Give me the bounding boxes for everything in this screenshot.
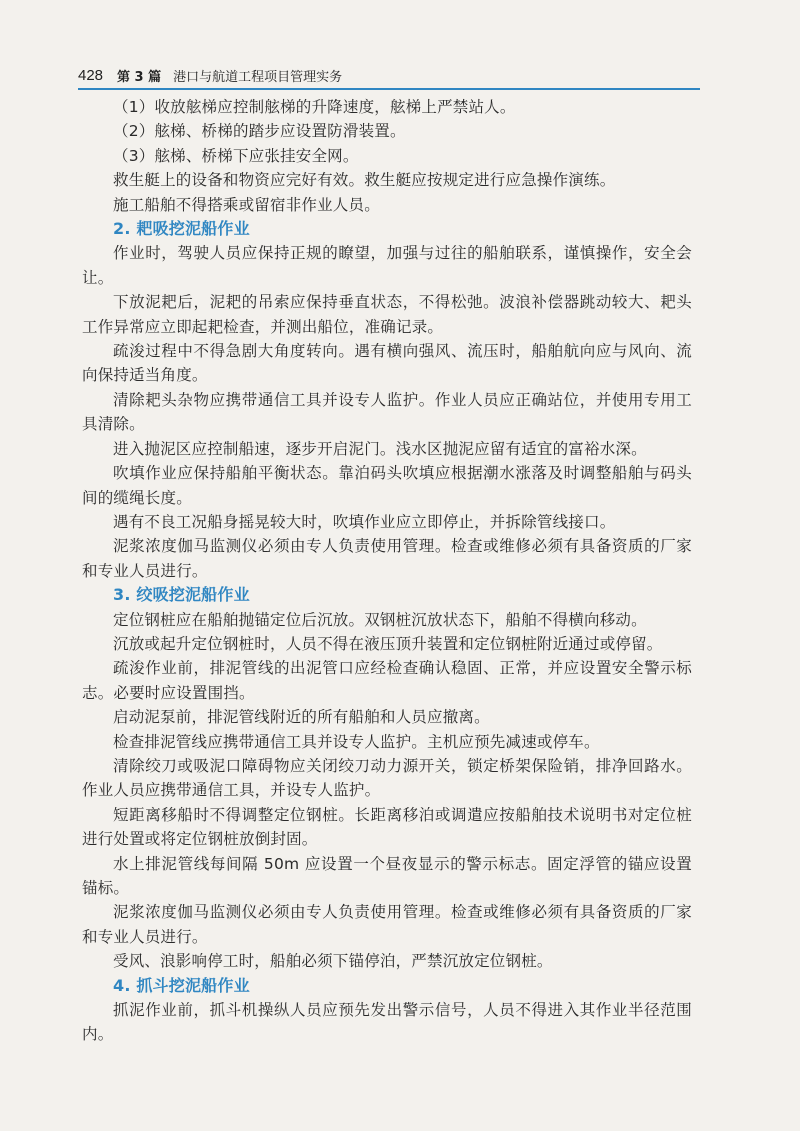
paragraph: 沉放或起升定位钢桩时，人员不得在液压顶升装置和定位钢桩附近通过或停留。 bbox=[113, 634, 663, 653]
list-item: （1）收放舷梯应控制舷梯的升降速度，舷梯上严禁站人。 bbox=[113, 98, 516, 116]
section-heading: 3. 绞吸挖泥船作业 bbox=[113, 585, 250, 605]
paragraph: 定位钢桩应在船舶抛锚定位后沉放。双钢桩沉放状态下，船舶不得横向移动。 bbox=[113, 610, 647, 629]
section-heading: 4. 抓斗挖泥船作业 bbox=[113, 975, 250, 995]
paragraph: 吹填作业应保持船舶平衡状态。靠泊码头吹填应根据潮水涨落及时调整船舶与码头间的缆绳长度。 bbox=[82, 464, 692, 507]
body-text bbox=[82, 95, 692, 1047]
header-rule bbox=[78, 88, 700, 90]
paragraph: 泥浆浓度伽马监测仪必须由专人负责使用管理。检查或维修必须有具备资质的厂家和专业人员进行。 bbox=[82, 903, 692, 946]
paragraph: 受风、浪影响停工时，船舶必须下锚停泊，严禁沉放定位钢桩。 bbox=[113, 952, 553, 971]
paragraph: 抓泥作业前，抓斗机操纵人员应预先发出警示信号，人员不得进入其作业半径范围内。 bbox=[82, 1001, 692, 1044]
paragraph: 清除耙头杂物应携带通信工具并设专人监护。作业人员应正确站位，并使用专用工具清除。 bbox=[82, 390, 692, 434]
paragraph: 救生艇上的设备和物资应完好有效。救生艇应按规定进行应急操作演练。 bbox=[113, 171, 616, 190]
paragraph: 泥浆浓度伽马监测仪必须由专人负责使用管理。检查或维修必须有具备资质的厂家和专业人员进行。 bbox=[82, 537, 692, 580]
list-item: （2）舷梯、桥梯的踏步应设置防滑装置。 bbox=[113, 122, 406, 141]
paragraph: 疏浚过程中不得急剧大角度转向。遇有横向强风、流压时，船舶航向应与风向、流向保持适当角度。 bbox=[82, 342, 692, 385]
list-item: （3）舷梯、桥梯下应张挂安全网。 bbox=[113, 146, 359, 165]
section-heading: 2. 耙吸挖泥船作业 bbox=[113, 219, 250, 239]
paragraph: 启动泥泵前，排泥管线附近的所有船舶和人员应撤离。 bbox=[113, 708, 490, 727]
paragraph: 遇有不良工况船身摇晃较大时，吹填作业应立即停止，并拆除管线接口。 bbox=[113, 512, 616, 531]
paragraph: 疏浚作业前，排泥管线的出泥管口应经检查确认稳固、正常，并应设置安全警示标志。必要时应设置围挡。 bbox=[82, 659, 692, 702]
paragraph: 作业时，驾驶人员应保持正规的瞭望，加强与过往的船舶联系，谨慎操作，安全会让。 bbox=[82, 244, 692, 287]
book-title: 港口与航道工程项目管理实务 bbox=[173, 69, 343, 85]
paragraph: 检查排泥管线应携带通信工具并设专人监护。主机应预先减速或停车。 bbox=[113, 732, 600, 751]
paragraph: 进入抛泥区应控制船速，逐步开启泥门。浅水区抛泥应留有适宜的富裕水深。 bbox=[113, 439, 647, 458]
part-label: 第 3 篇 bbox=[117, 69, 162, 85]
paragraph: 清除绞刀或吸泥口障碍物应关闭绞刀动力源开关，锁定桥架保险销，排净回路水。作业人员应携带通信工具，并设专人监护。 bbox=[82, 756, 692, 800]
paragraph: 施工船舶不得搭乘或留宿非作业人员。 bbox=[113, 195, 380, 214]
page-header bbox=[78, 60, 700, 90]
paragraph: 水上排泥管线每间隔 50m 应设置一个昼夜显示的警示标志。固定浮管的锚应设置锚标。 bbox=[82, 854, 692, 897]
page-number: 428 bbox=[78, 66, 104, 84]
paragraph: 下放泥耙后，泥耙的吊索应保持垂直状态，不得松弛。波浪补偿器跳动较大、耙头工作异常应立即起耙检查，并测出船位，准确记录。 bbox=[82, 293, 692, 336]
paragraph: 短距离移船时不得调整定位钢桩。长距离移泊或调遣应按船舶技术说明书对定位桩进行处置或将定位钢桩放倒封固。 bbox=[82, 805, 692, 849]
